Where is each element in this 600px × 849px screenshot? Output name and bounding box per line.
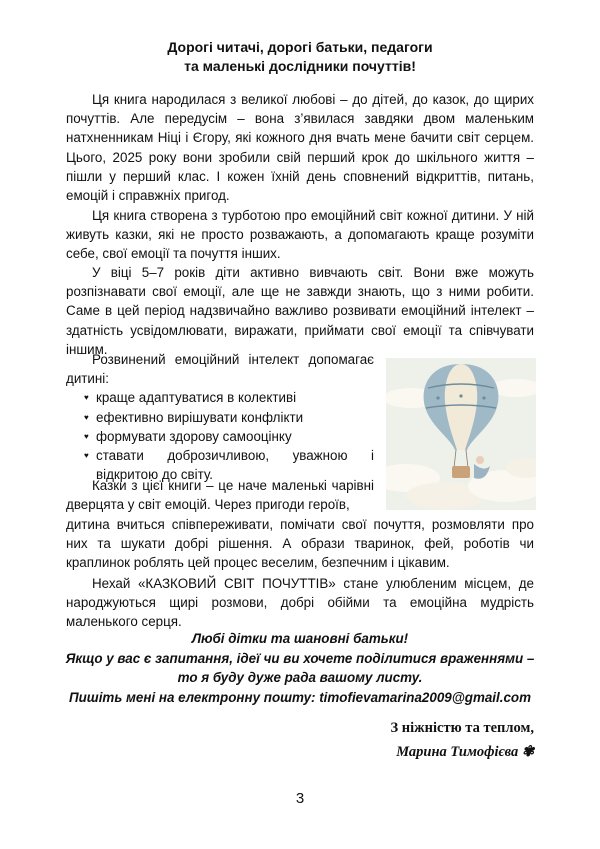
flower-icon: ✾ xyxy=(521,744,534,760)
paragraph-2: Ця книга створена з турботою про емоційний світ кожної дитини. У ній живуть казки, які не просто розважають, а допомагають краще розуміти себе, свої емоції та почуття інших. xyxy=(66,208,534,262)
paragraph-5-wrapped xyxy=(66,476,374,514)
closing-line-4: Пишіть мені на електронну пошту: timofievamarina2009@gmail.com xyxy=(69,689,531,705)
signature-block xyxy=(390,716,534,764)
closing-line-1: Любі дітки та шановні батьки! xyxy=(191,631,409,646)
benefits-list xyxy=(66,388,374,484)
closing-message xyxy=(60,629,540,707)
paragraph-3: У віці 5–7 років діти активно вивчають світ. Вони вже можуть розпізнавати свої емоції, але ще не завжди знають, що з ними робити. Саме в цей період надзвичайно важливо розвивати емоційний інтелект – здатність усвідомлювати, виражати, приймати свої емоції та співчувати іншим. xyxy=(66,265,534,357)
heart-bullet-icon: ♥ xyxy=(84,412,89,422)
heart-bullet-icon: ♥ xyxy=(84,451,89,461)
list-item: ♥ ефективно вирішувати конфлікти xyxy=(66,408,374,427)
paragraph-5-start: Казки з цієї книги – це наче маленькі чарівні дверцята у світ емоцій. Через пригоди героїв, xyxy=(66,478,374,513)
title-line-1: Дорогі читачі, дорогі батьки, педагоги xyxy=(167,39,433,55)
paragraph-4-intro: Розвинений емоційний інтелект допомагає дитині: xyxy=(66,352,374,387)
heart-bullet-icon: ♥ xyxy=(84,431,89,441)
signature-name: Марина Тимофієва xyxy=(396,744,519,760)
signature-name-row xyxy=(390,740,534,764)
heart-bullet-icon: ♥ xyxy=(84,393,89,403)
title-line-2: та маленькі дослідники почуттів! xyxy=(184,58,416,74)
emotional-intelligence-section xyxy=(66,350,374,484)
paragraph-5-rest: дитина вчиться співпереживати, помічати свої почуття, розмовляти про них та шукати добрі рішення. А образи тваринок, фей, роботів чи краплинок роблять цей процес веселим, безпечним і цікавим. xyxy=(66,517,534,571)
paragraph-6: Нехай «КАЗКОВИЙ СВІТ ПОЧУТТІВ» стане улюбленим місцем, де народжуються щирі розмови, добрі обійми та емоційна мудрість маленького серця. xyxy=(66,576,534,630)
page-number: 3 xyxy=(295,790,305,807)
list-item: ♥ краще адаптуватися в колективі xyxy=(66,388,374,407)
hot-air-balloon-illustration xyxy=(386,358,536,510)
list-item: ♥ формувати здорову самооцінку xyxy=(66,427,374,446)
paragraph-1: Ця книга народилася з великої любові – до дітей, до казок, до щирих почуттів. Але передусім – вона з’явилася завдяки двом маленьким натхненникам Ніці і Єгору, які кожного дня вчать мене бачити світ серцем. Цього, 2025 року вони зробили свій перший крок до шкільного життя – пішли у перший клас. І кожен їхній день сповнений відкриттів, питань, емоцій і справжніх пригод. xyxy=(66,92,534,204)
signature-greeting: З ніжністю та теплом, xyxy=(390,720,534,736)
page-title xyxy=(60,38,540,76)
list-item: ♥ ставати доброзичливою, уважною і відкритою до світу. xyxy=(84,448,374,483)
closing-line-3: то я буду дуже рада вашому листу. xyxy=(177,670,423,686)
closing-line-2: Якщо у вас є запитання, ідеї чи ви хочете поділитися враженнями – xyxy=(65,650,535,666)
